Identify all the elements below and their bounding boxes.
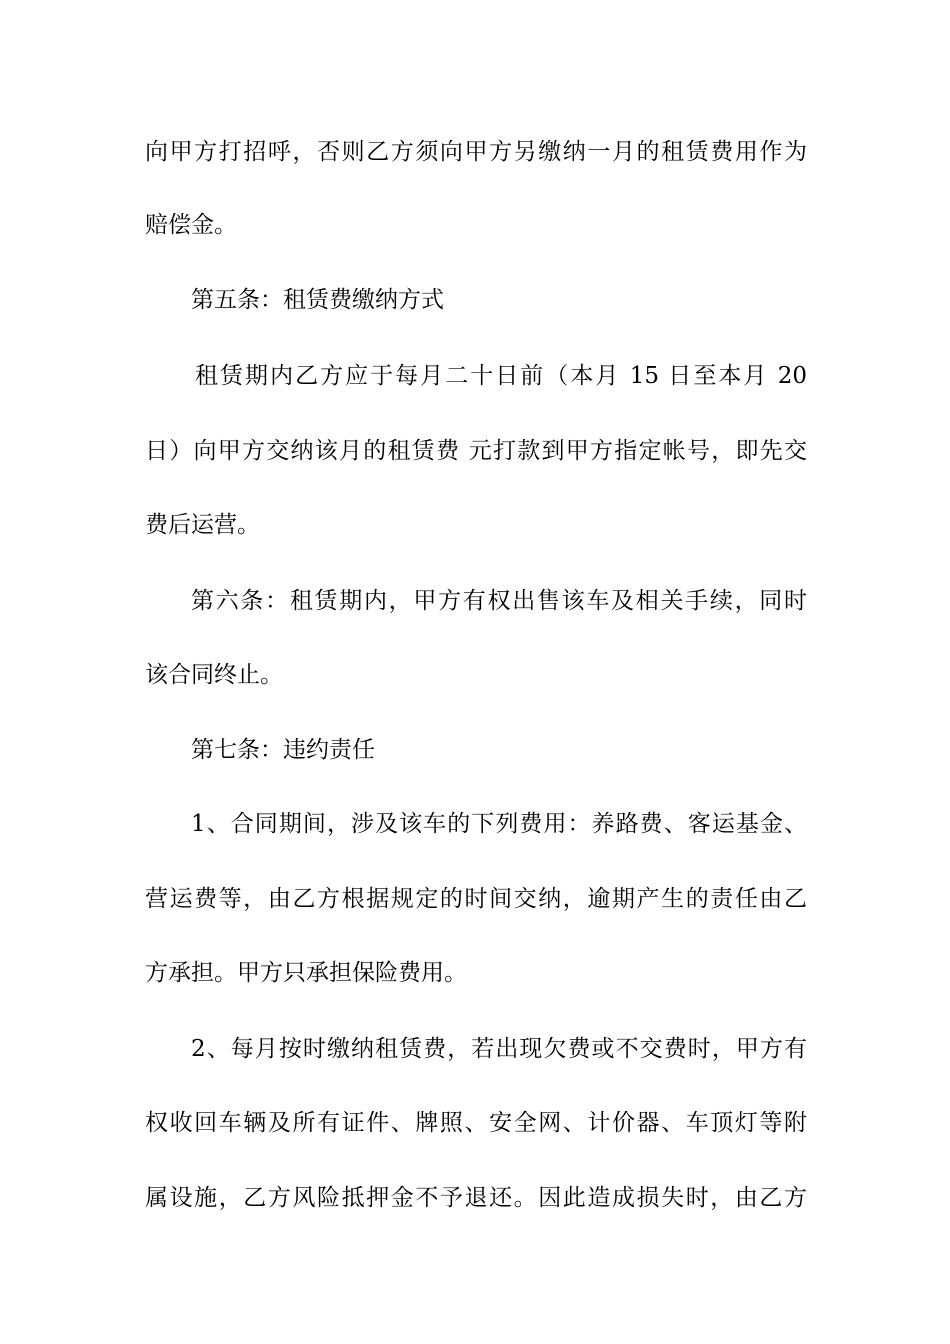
clause-2-line-2: 权收回车辆及所有证件、牌照、安全网、计价器、车顶灯等附 — [145, 1110, 807, 1136]
clause-1-line-3: 方承担。甲方只承担保险费用。 — [145, 960, 467, 986]
clause-2-line-3: 属设施，乙方风险抵押金不予退还。因此造成损失时，由乙方 — [145, 1185, 807, 1211]
clause-1-line-1: 1、合同期间，涉及该车的下列费用：养路费、客运基金、 — [191, 811, 807, 837]
clause-1-line-2: 营运费等，由乙方根据规定的时间交纳，逾期产生的责任由乙 — [145, 886, 807, 912]
text-line-2: 赔偿金。 — [145, 212, 237, 238]
text-line-4: 租赁期内乙方应于每月二十日前（本月 15 日至本月 20 — [195, 363, 807, 389]
article-5-heading: 第五条：租赁费缴纳方式 — [191, 287, 444, 313]
text-line-5: 日）向甲方交纳该月的租赁费 元打款到甲方指定帐号，即先交 — [145, 438, 807, 464]
text-line-1: 向甲方打招呼，否则乙方须向甲方另缴纳一月的租赁费用作为 — [145, 139, 807, 165]
text-line-6: 费后运营。 — [145, 512, 260, 538]
text-line-8: 该合同终止。 — [145, 662, 283, 688]
clause-2-line-1: 2、每月按时缴纳租赁费，若出现欠费或不交费时，甲方有 — [191, 1036, 807, 1062]
article-6-heading: 第六条：租赁期内，甲方有权出售该车及相关手续，同时 — [191, 588, 807, 614]
article-7-heading: 第七条：违约责任 — [191, 737, 375, 763]
